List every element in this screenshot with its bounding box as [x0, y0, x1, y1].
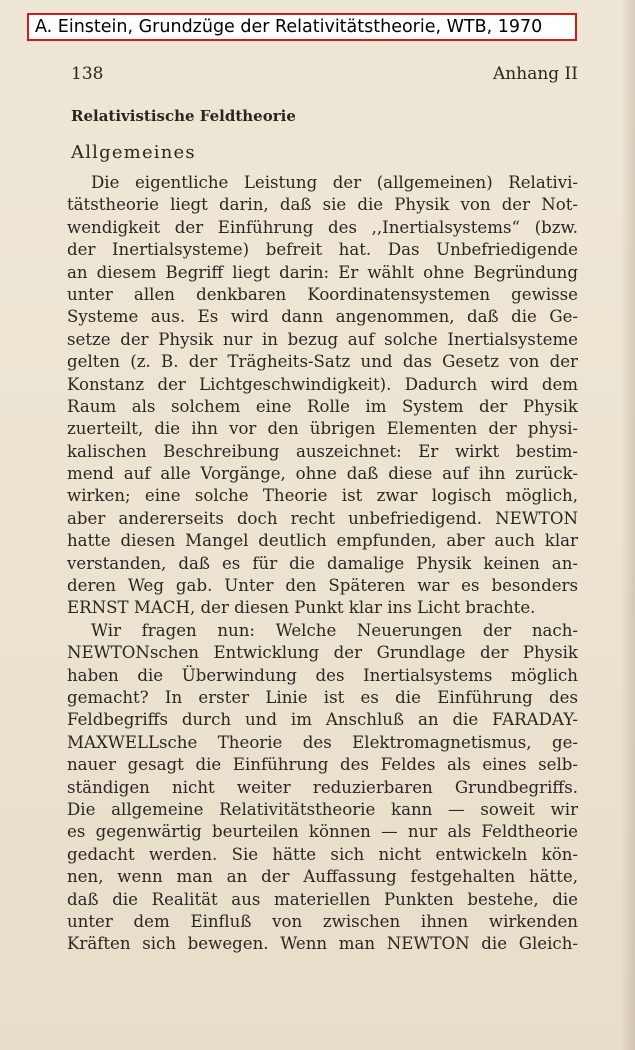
text-line: Systeme aus. Es wird dann angenommen, daß die Ge-: [67, 307, 578, 327]
text-line: daß die Realität aus materiellen Punkten bestehe, die: [67, 889, 578, 909]
text-line: mend auf alle Vorgänge, ohne daß diese auf ihn zurück-: [67, 464, 578, 484]
text-line: verstanden, daß es für die damalige Physik keinen an-: [67, 553, 578, 573]
text-line: unter dem Einfluß von zwischen ihnen wirkenden: [67, 911, 578, 931]
text-line: zuerteilt, die ihn vor den übrigen Elementen der physi-: [67, 419, 578, 439]
text-line: nen, wenn man an der Auffassung festgehalten hätte,: [67, 867, 578, 887]
text-line: an diesem Begriff liegt darin: Er wählt ohne Begründung: [67, 262, 578, 282]
text-line: ERNST MACH, der diesen Punkt klar ins Licht brachte.: [67, 598, 536, 618]
text-line: es gegenwärtig beurteilen können — nur als Feldtheorie: [67, 822, 578, 842]
subsection-title: Allgemeines: [71, 142, 196, 163]
text-line: hatte diesen Mangel deutlich empfunden, aber auch klar: [67, 531, 578, 551]
text-line: Die eigentliche Leistung der (allgemeinen) Relativi-: [91, 173, 578, 192]
text-line: Raum als solchem eine Rolle im System der Physik: [67, 396, 578, 416]
text-line: MAXWELLsche Theorie des Elektromagnetismus, ge-: [67, 732, 578, 752]
text-line: NEWTONschen Entwicklung der Grundlage der Physik: [67, 643, 578, 663]
text-line: unter allen denkbaren Koordinatensystemen gewisse: [67, 284, 578, 304]
text-line: gelten (z. B. der Trägheits-Satz und das Gesetz von der: [67, 352, 578, 372]
text-line: Konstanz der Lichtgeschwindigkeit). Dadurch wird dem: [67, 374, 578, 394]
page-edge-shadow: [621, 0, 635, 1050]
text-line: wendigkeit der Einführung des ,,Inertialsystems“ (bzw.: [67, 217, 578, 237]
page-header: [71, 62, 578, 88]
text-line: Wir fragen nun: Welche Neuerungen der nach-: [91, 620, 578, 640]
body-text: [67, 172, 578, 956]
text-line: der Inertialsysteme) befreit hat. Das Unbefriedigende: [67, 240, 578, 260]
text-line: Feldbegriffs durch und im Anschluß an die FARADAY-: [67, 710, 578, 730]
text-line: tätstheorie liegt darin, daß sie die Physik von der Not-: [67, 195, 578, 215]
text-line: Kräften sich bewegen. Wenn man NEWTON die Gleich-: [67, 934, 578, 954]
page-number: 138: [71, 64, 104, 84]
running-head: Anhang II: [493, 64, 578, 84]
text-line: haben die Überwindung des Inertialsystems möglich: [67, 665, 578, 685]
text-line: gemacht? In erster Linie ist es die Einführung des: [67, 687, 578, 707]
text-line: ständigen nicht weiter reduzierbaren Grundbegriffs.: [67, 777, 578, 797]
text-line: wirken; eine solche Theorie ist zwar logisch möglich,: [67, 486, 578, 506]
text-line: kalischen Beschreibung auszeichnet: Er wirkt bestim-: [67, 441, 578, 461]
section-title: Relativistische Feldtheorie: [71, 107, 296, 125]
text-line: setze der Physik nur in bezug auf solche Inertialsysteme: [67, 329, 578, 349]
text-line: Die allgemeine Relativitätstheorie kann — soweit wir: [67, 799, 578, 819]
text-line: gedacht werden. Sie hätte sich nicht entwickeln kön-: [67, 844, 578, 864]
text-line: nauer gesagt die Einführung des Feldes als eines selb-: [67, 755, 578, 775]
source-caption: A. Einstein, Grundzüge der Relativitätstheorie, WTB, 1970: [27, 13, 577, 41]
text-line: aber andererseits doch recht unbefriedigend. NEWTON: [67, 508, 578, 528]
text-line: deren Weg gab. Unter den Späteren war es besonders: [67, 576, 578, 596]
